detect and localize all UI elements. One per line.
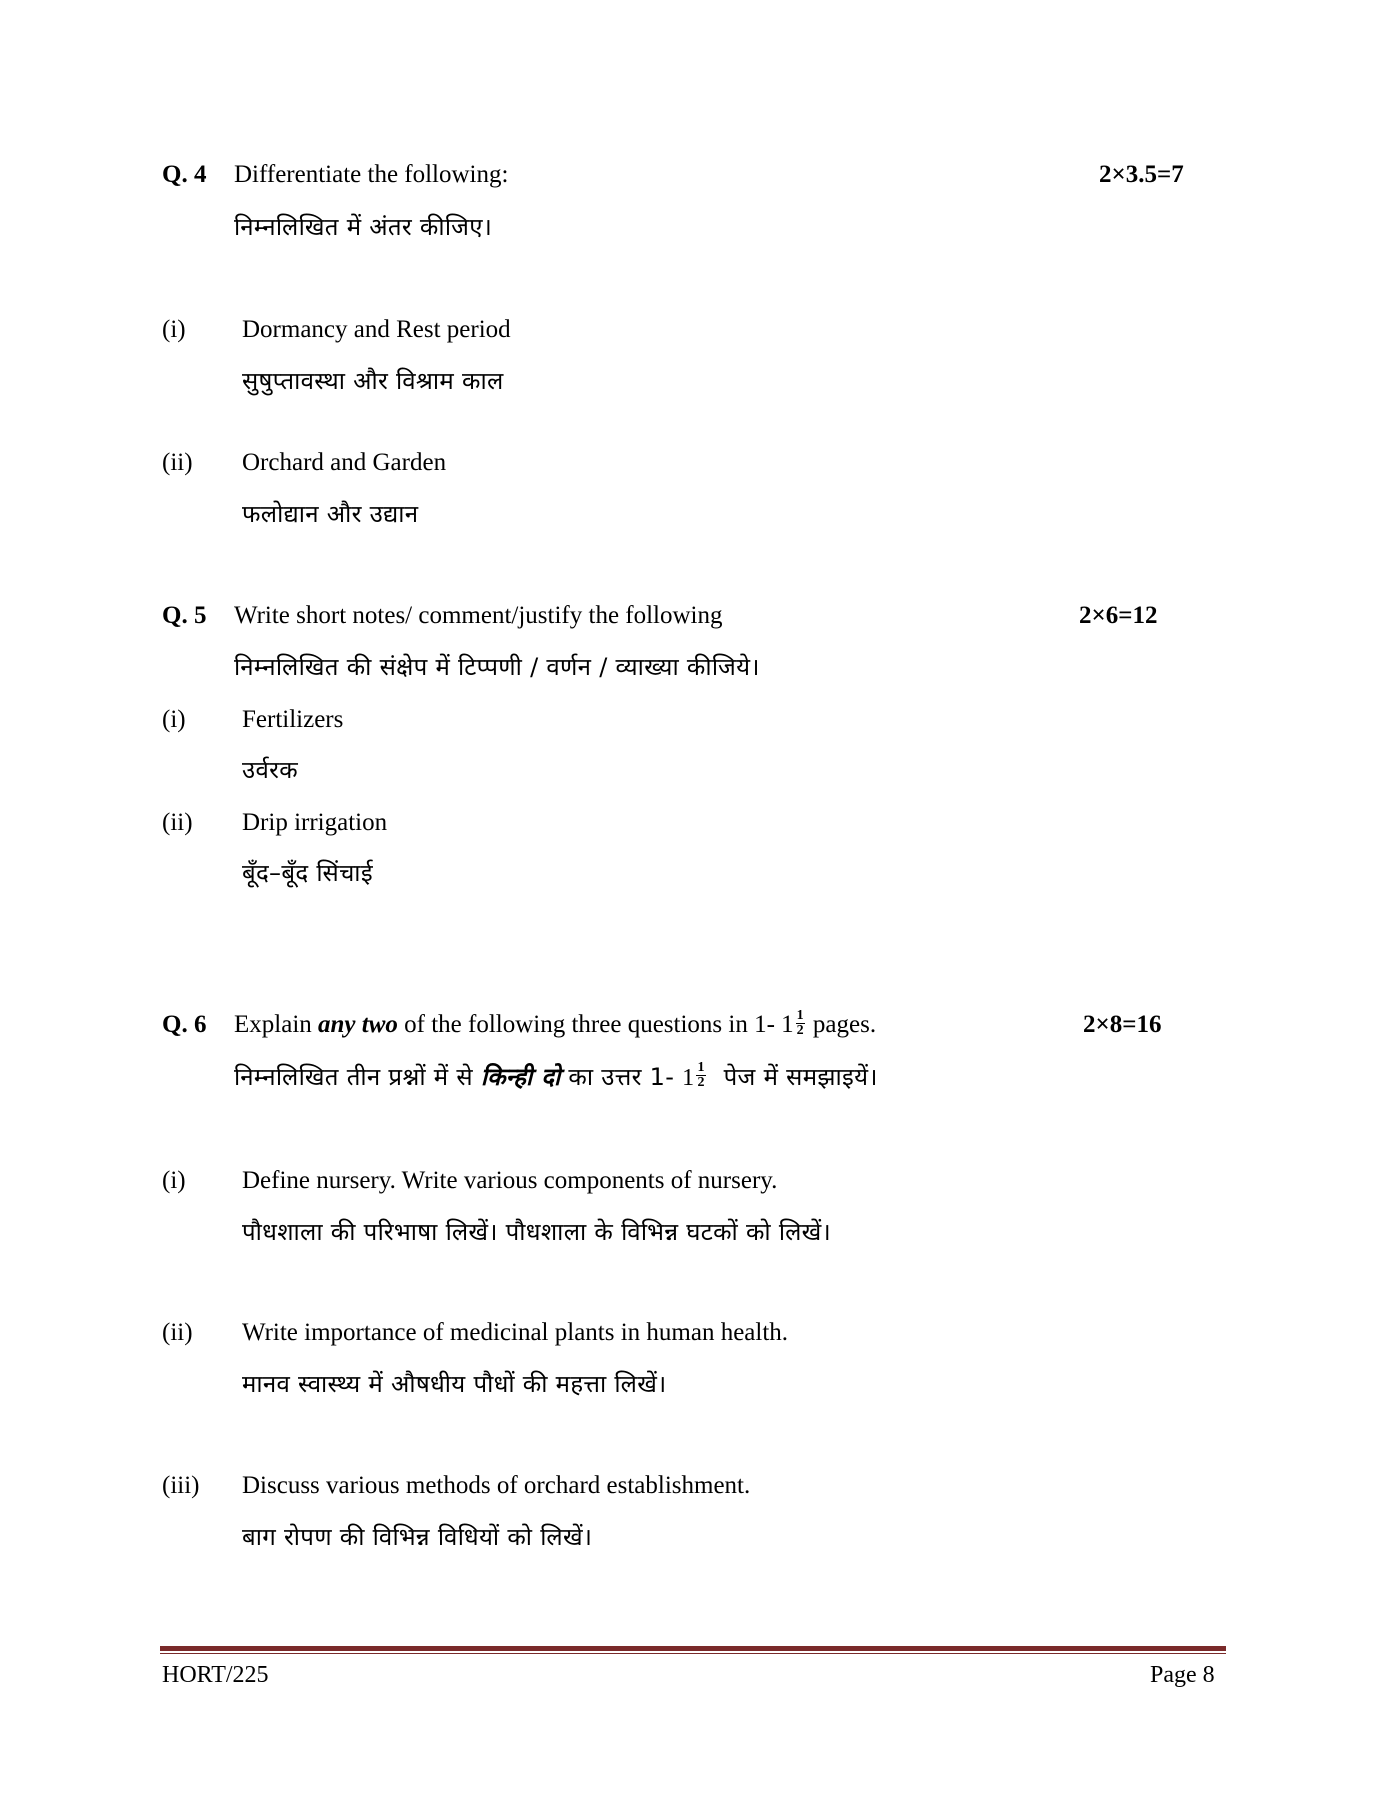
q6-item-3-en: Discuss various methods of orchard establishment. (242, 1472, 751, 1499)
q6-en-prefix: Explain (234, 1011, 312, 1038)
q4-item-2-label: (ii) (162, 449, 193, 476)
q6-en-fraction: $\frac{1}{2}$ (796, 1007, 804, 1038)
q5-item-2-label: (ii) (162, 809, 193, 836)
q6-item-2-label: (ii) (162, 1319, 193, 1346)
q6-number: Q. 6 (162, 1011, 207, 1038)
q4-item-2-en: Orchard and Garden (242, 449, 447, 476)
q5-item-1-hi: उर्वरक (242, 756, 298, 784)
q5-item-1-en: Fertilizers (242, 706, 344, 733)
q5-text-hi: निम्नलिखित की संक्षेप में टिप्पणी / वर्णन / व्याख्या कीजिये। (234, 653, 760, 681)
q6-en-suffix: pages. (812, 1011, 877, 1038)
footer-rule-thin (160, 1653, 1226, 1654)
q6-hi-prefix: निम्नलिखित तीन प्रश्नों में से (234, 1063, 473, 1091)
q5-item-1-label: (i) (162, 706, 186, 733)
q6-en-frac-whole: 1 (781, 1011, 794, 1038)
q4-text-hi: निम्नलिखित में अंतर कीजिए। (234, 213, 493, 241)
q6-hi-fraction: $\frac{1}{2}$ (697, 1059, 705, 1090)
q4-item-2-hi: फलोद्यान और उद्यान (242, 500, 419, 528)
q6-item-3-hi: बाग रोपण की विभिन्न विधियों को लिखें। (242, 1523, 593, 1551)
q6-hi-frac-whole: 1 (682, 1065, 695, 1091)
footer-rule-thick (160, 1646, 1226, 1651)
q6-en-mid: of the following three questions in 1- (404, 1011, 775, 1038)
q4-item-1-en: Dormancy and Rest period (242, 316, 511, 343)
q6-item-2-en: Write importance of medicinal plants in human health. (242, 1319, 789, 1346)
q5-item-2-en: Drip irrigation (242, 809, 388, 836)
q5-marks: 2×6=12 (1079, 602, 1158, 629)
q4-marks: 2×3.5=7 (1099, 161, 1184, 188)
footer-course-code: HORT/225 (162, 1662, 269, 1688)
q6-item-1-hi: पौधशाला की परिभाषा लिखें। पौधशाला के विभिन्न घटकों को लिखें। (242, 1218, 831, 1246)
q6-text-en (234, 1007, 877, 1041)
q6-item-2-hi: मानव स्वास्थ्य में औषधीय पौधों की महत्ता लिखें। (242, 1370, 667, 1398)
q6-hi-mid: का उत्तर 1- (568, 1063, 675, 1091)
q6-item-1-en: Define nursery. Write various components of nursery. (242, 1167, 778, 1194)
q6-hi-suffix: पेज में समझाइयें। (723, 1063, 878, 1091)
q4-text-en: Differentiate the following: (234, 161, 509, 188)
q4-item-1-label: (i) (162, 316, 186, 343)
q5-text-en: Write short notes/ comment/justify the following (234, 602, 723, 629)
q6-marks: 2×8=16 (1083, 1011, 1162, 1038)
q4-number: Q. 4 (162, 161, 207, 188)
q4-item-1-hi: सुषुप्तावस्था और विश्राम काल (242, 367, 504, 395)
q6-item-3-label: (iii) (162, 1472, 200, 1499)
q5-number: Q. 5 (162, 602, 207, 629)
footer-page-number: Page 8 (1150, 1662, 1215, 1688)
q5-item-2-hi: बूँद–बूँद सिंचाई (242, 859, 373, 887)
q6-hi-emph: किन्ही दो (480, 1063, 561, 1091)
q6-text-hi (234, 1061, 878, 1094)
q6-en-emph: any two (318, 1011, 398, 1038)
q6-item-1-label: (i) (162, 1167, 186, 1194)
